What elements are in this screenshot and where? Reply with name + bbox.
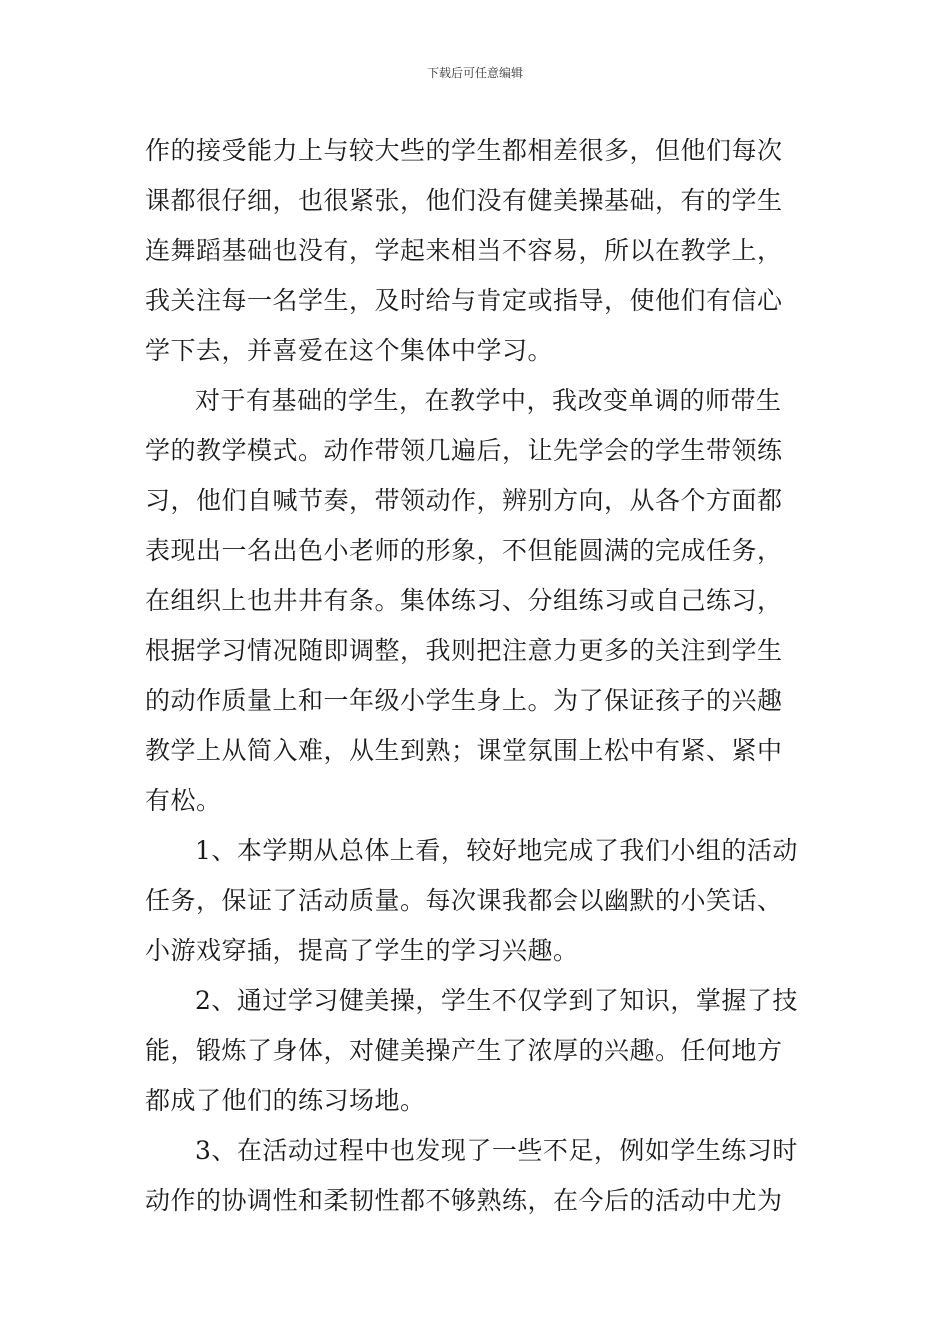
text-line: 连舞蹈基础也没有，学起来相当不容易，所以在教学上，	[145, 236, 783, 265]
text-line: 作的接受能力上与较大些的学生都相差很多，但他们每次	[145, 136, 783, 165]
text-line: 课都很仔细，也很紧张，他们没有健美操基础，有的学生	[145, 186, 783, 215]
text-line: 教学上从简入难，从生到熟；课堂氛围上松中有紧、紧中	[145, 736, 783, 765]
paragraph-start-line: 3、在活动过程中也发现了一些不足，例如学生练习时	[195, 1136, 798, 1165]
paragraph-start-line: 2、通过学习健美操，学生不仅学到了知识，掌握了技	[195, 986, 798, 1015]
text-line: 任务，保证了活动质量。每次课我都会以幽默的小笑话、	[145, 886, 783, 915]
text-line: 学的教学模式。动作带领几遍后，让先学会的学生带领练	[145, 436, 783, 465]
text-line: 学下去，并喜爱在这个集体中学习。	[145, 336, 554, 365]
text-line: 能，锻炼了身体，对健美操产生了浓厚的兴趣。任何地方	[145, 1036, 783, 1065]
text-line: 在组织上也井井有条。集体练习、分组练习或自己练习，	[145, 586, 783, 615]
paragraph-start-line: 对于有基础的学生，在教学中，我改变单调的师带生	[195, 386, 782, 415]
paragraph-start-line: 1、本学期从总体上看，较好地完成了我们小组的活动	[195, 836, 798, 865]
text-line: 习，他们自喊节奏，带领动作，辨别方向，从各个方面都	[145, 486, 783, 515]
text-line: 我关注每一名学生，及时给与肯定或指导，使他们有信心	[145, 286, 783, 315]
document-body	[145, 126, 805, 1226]
page-header: 下载后可任意编辑	[426, 66, 523, 80]
text-line: 小游戏穿插，提高了学生的学习兴趣。	[145, 936, 579, 965]
text-line: 都成了他们的练习场地。	[145, 1086, 426, 1115]
text-line: 有松。	[145, 786, 222, 815]
text-line: 根据学习情况随即调整，我则把注意力更多的关注到学生	[145, 636, 783, 665]
text-line: 的动作质量上和一年级小学生身上。为了保证孩子的兴趣	[145, 686, 783, 715]
text-line: 动作的协调性和柔韧性都不够熟练，在今后的活动中尤为	[145, 1186, 783, 1215]
text-line: 表现出一名出色小老师的形象，不但能圆满的完成任务，	[145, 536, 783, 565]
